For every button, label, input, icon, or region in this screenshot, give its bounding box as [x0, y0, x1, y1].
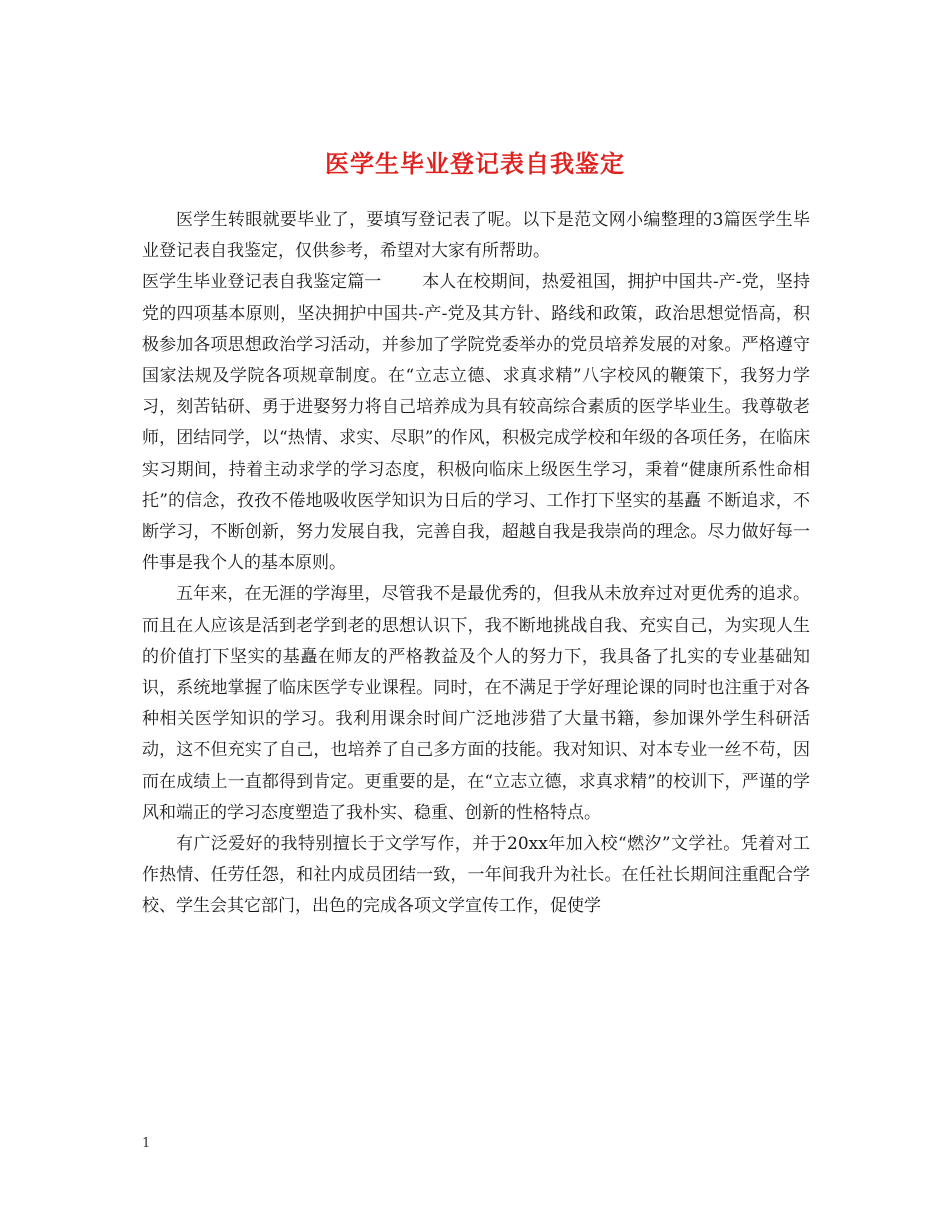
section1-heading: 医学生毕业登记表自我鉴定篇一 — [142, 272, 382, 293]
section1-paragraph3: 有广泛爱好的我特别擅长于文学写作，并于20xx年加入校“燃汐”文学社。凭着对工作热情、任劳任怨，和社内成员团结一致，一年间我升为社长。在任社长期间注重配合学校、学生会其它部门，出色的完成各项文学宣传工作，促使学 — [142, 834, 810, 917]
section1-first-paragraph — [142, 267, 810, 579]
intro-paragraph: 医学生转眼就要毕业了，要填写登记表了呢。以下是范文网小编整理的3篇医学生毕业登记表自我鉴定，仅供参考，希望对大家有所帮助。 — [142, 210, 810, 262]
document-body — [142, 205, 810, 923]
section1-paragraph1: 本人在校期间，热爱祖国，拥护中国共-产-党，坚持党的四项基本原则，坚决拥护中国共-产-党及其方针、路线和政策，政治思想觉悟高，积极参加各项思想政治学习活动，并参加了学院党委举办的党员培养发展的对象。严格遵守国家法规及学院各项规章制度。在“立志立德、求真求精”八字校风的鞭策下，我努力学习，刻苦钻研、勇于进娶努力将自己培养成为具有较高综合素质的医学毕业生。我尊敬老师，团结同学，以“热情、求实、尽职”的作风，积极完成学校和年级的各项任务，在临床实习期间，持着主动求学的学习态度，积极向临床上级医生学习，秉着“健康所系性命相托”的信念，孜孜不倦地吸收医学知识为日后的学习、工作打下坚实的基矗 不断追求，不断学习，不断创新，努力发展自我，完善自我，超越自我是我崇尚的理念。尽力做好每一件事是我个人的基本原则。 — [142, 272, 810, 574]
section1-paragraph2: 五年来，在无涯的学海里，尽管我不是最优秀的，但我从未放弃过对更优秀的追求。而且在人应该是活到老学到老的思想认识下，我不断地挑战自我、充实自己，为实现人生的价值打下坚实的基矗在师友的严格教益及个人的努力下，我具备了扎实的专业基础知识，系统地掌握了临床医学专业课程。同时，在不满足于学好理论课的同时也注重于对各种相关医学知识的学习。我利用课余时间广泛地涉猎了大量书籍，参加课外学生科研活动，这不但充实了自己，也培养了自己多方面的技能。我对知识、对本专业一丝不苟，因而在成绩上一直都得到肯定。更重要的是，在“立志立德，求真求精”的校训下，严谨的学风和端正的学习态度塑造了我朴实、稳重、创新的性格特点。 — [142, 584, 810, 823]
document-title: 医学生毕业登记表自我鉴定 — [325, 149, 625, 179]
page-number: 1 — [142, 1136, 151, 1151]
